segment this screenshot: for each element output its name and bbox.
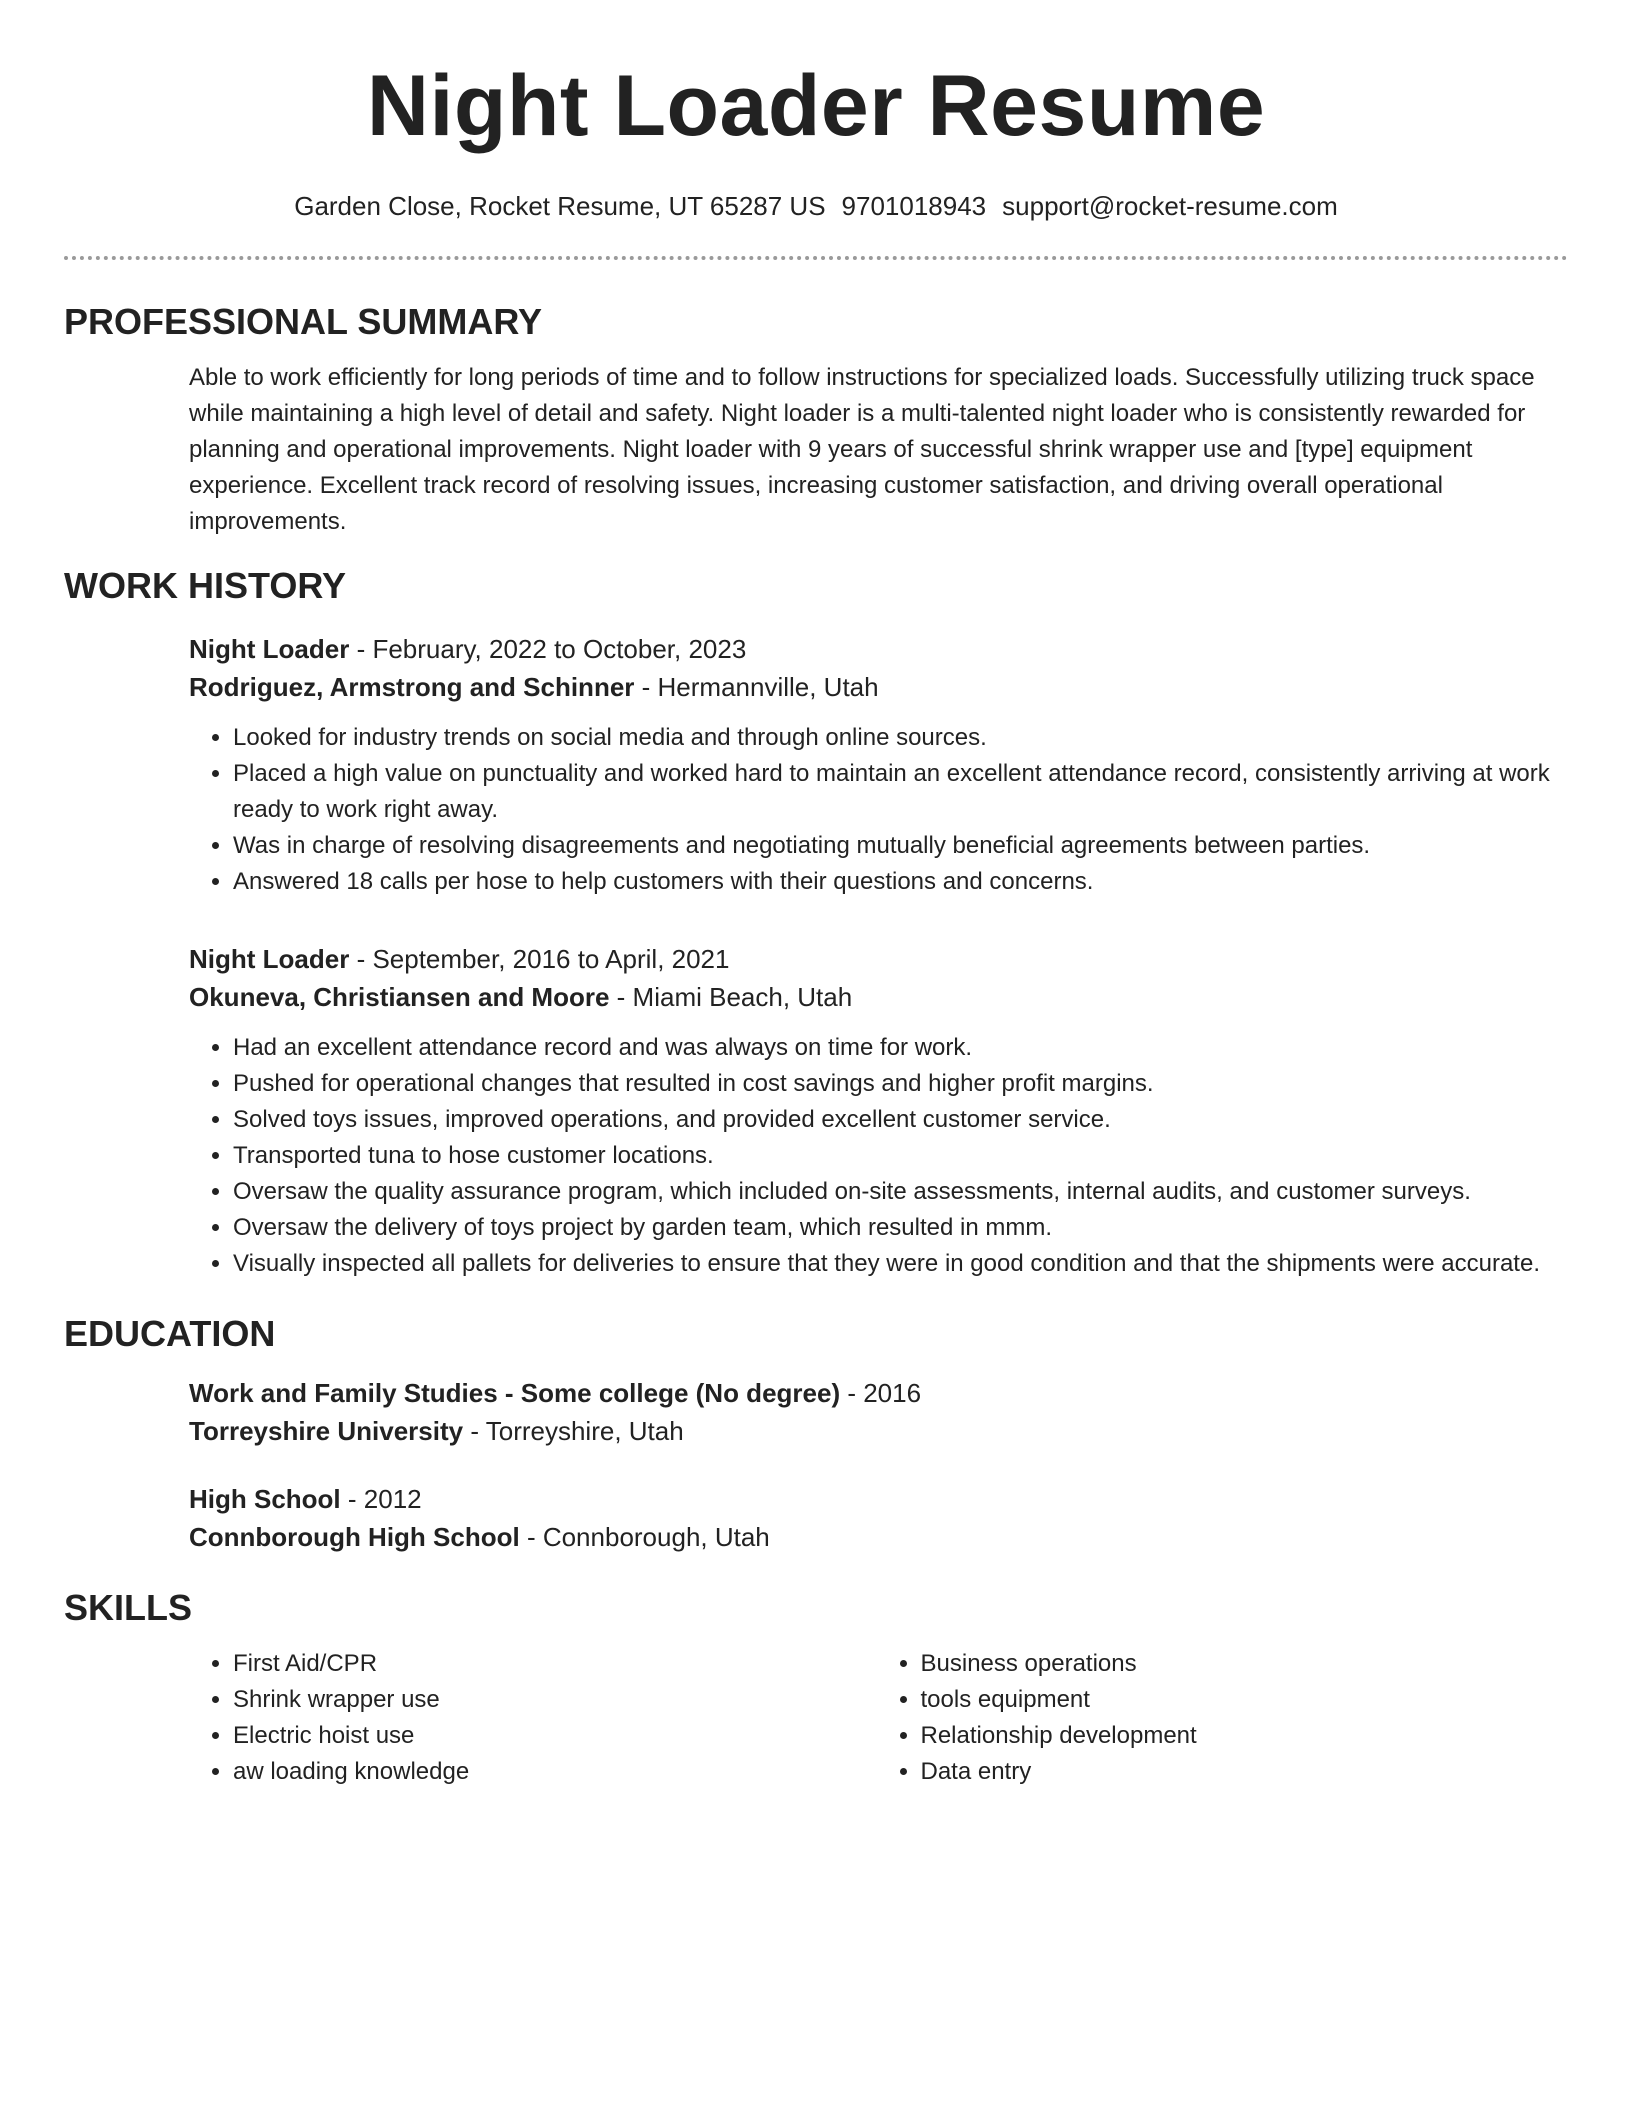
skill-item: • First Aid/CPR — [233, 1646, 877, 1682]
skill-item: • Relationship development — [921, 1718, 1565, 1754]
job-bullet: • Answered 18 calls per hose to help customers with their questions and concerns. — [233, 864, 1564, 900]
education-degree-line — [189, 1374, 1564, 1412]
education-location: - Torreyshire, Utah — [463, 1416, 684, 1446]
job-bullet: • Visually inspected all pallets for deliveries to ensure that they were in good condition and that the shipments were accurate. — [233, 1246, 1564, 1282]
job-bullet: • Had an excellent attendance record and was always on time for work. — [233, 1030, 1564, 1066]
education-school: Connborough High School — [189, 1522, 520, 1552]
job-location: - Hermannville, Utah — [634, 672, 879, 702]
education-school-line — [189, 1518, 1564, 1556]
education-degree: High School — [189, 1484, 341, 1514]
job-bullet: • Transported tuna to hose customer locations. — [233, 1138, 1564, 1174]
job-title: Night Loader — [189, 634, 350, 664]
job-location: - Miami Beach, Utah — [609, 982, 853, 1012]
skill-item: • tools equipment — [921, 1682, 1565, 1718]
skills-column-left — [189, 1646, 877, 1790]
summary-heading: PROFESSIONAL SUMMARY — [64, 301, 543, 342]
job-entry — [189, 630, 1564, 900]
job-bullet: • Pushed for operational changes that resulted in cost savings and higher profit margins. — [233, 1066, 1564, 1102]
skill-item: • Electric hoist use — [233, 1718, 877, 1754]
skill-item: • Data entry — [921, 1754, 1565, 1790]
resume-title: Night Loader Resume — [366, 58, 1266, 154]
education-location: - Connborough, Utah — [519, 1522, 770, 1552]
job-bullet: • Was in charge of resolving disagreements and negotiating mutually beneficial agreements between parties. — [233, 828, 1564, 864]
job-company-line — [189, 668, 1564, 706]
job-title-line — [189, 630, 1564, 668]
skills-list — [189, 1646, 877, 1790]
contact-phone: 9701018943 — [841, 191, 987, 221]
skills-list — [877, 1646, 1565, 1790]
job-dates: - September, 2016 to April, 2021 — [349, 944, 730, 974]
header-divider — [64, 256, 1568, 260]
job-entry — [189, 940, 1564, 1282]
education-heading: EDUCATION — [64, 1313, 276, 1354]
job-bullet: • Placed a high value on punctuality and worked hard to maintain an excellent attendance record, consistently arriving at work ready to work right away. — [233, 756, 1564, 828]
job-bullet: • Looked for industry trends on social media and through online sources. — [233, 720, 1564, 756]
skill-item: • Shrink wrapper use — [233, 1682, 877, 1718]
skills-heading: SKILLS — [64, 1587, 193, 1628]
work-history-heading: WORK HISTORY — [64, 565, 347, 606]
job-bullets — [189, 1030, 1564, 1282]
summary-text: Able to work efficiently for long periods of time and to follow instructions for specialized loads. Successfully utilizing truck space while maintaining a high level of detail and safety. Night loader is a multi-talented night loader who is consistently rewarded for planning and operational improvements. Night loader with 9 years of successful shrink wrapper use and [type] equipment experience. Excellent track record of resolving issues, increasing customer satisfaction, and driving overall operational improvements. — [189, 364, 1535, 535]
education-degree-line — [189, 1480, 1564, 1518]
job-title-line — [189, 940, 1564, 978]
education-year: - 2016 — [840, 1378, 922, 1408]
education-school: Torreyshire University — [189, 1416, 464, 1446]
job-company: Okuneva, Christiansen and Moore — [189, 982, 610, 1012]
education-school-line — [189, 1412, 1564, 1450]
job-company: Rodriguez, Armstrong and Schinner — [189, 672, 635, 702]
contact-line — [64, 190, 1568, 222]
job-bullet: • Oversaw the delivery of toys project by garden team, which resulted in mmm. — [233, 1210, 1564, 1246]
job-bullet: • Solved toys issues, improved operations, and provided excellent customer service. — [233, 1102, 1564, 1138]
education-entry — [189, 1374, 1564, 1450]
education-degree: Work and Family Studies - Some college (No degree) — [189, 1378, 841, 1408]
contact-address: Garden Close, Rocket Resume, UT 65287 US — [294, 191, 826, 221]
skills-column-right — [877, 1646, 1565, 1790]
skills-grid — [189, 1646, 1564, 1790]
education-year: - 2012 — [340, 1484, 422, 1514]
contact-email: support@rocket-resume.com — [1002, 191, 1338, 221]
job-company-line — [189, 978, 1564, 1016]
work-history-section — [64, 630, 1568, 1282]
job-bullet: • Oversaw the quality assurance program, which included on-site assessments, internal audits, and customer surveys. — [233, 1174, 1564, 1210]
job-dates: - February, 2022 to October, 2023 — [349, 634, 747, 664]
skills-section — [64, 1646, 1568, 1790]
job-title: Night Loader — [189, 944, 350, 974]
education-section — [64, 1374, 1568, 1556]
job-bullets — [189, 720, 1564, 900]
skill-item: • aw loading knowledge — [233, 1754, 877, 1790]
skill-item: • Business operations — [921, 1646, 1565, 1682]
education-entry — [189, 1480, 1564, 1556]
summary-section — [64, 360, 1568, 540]
